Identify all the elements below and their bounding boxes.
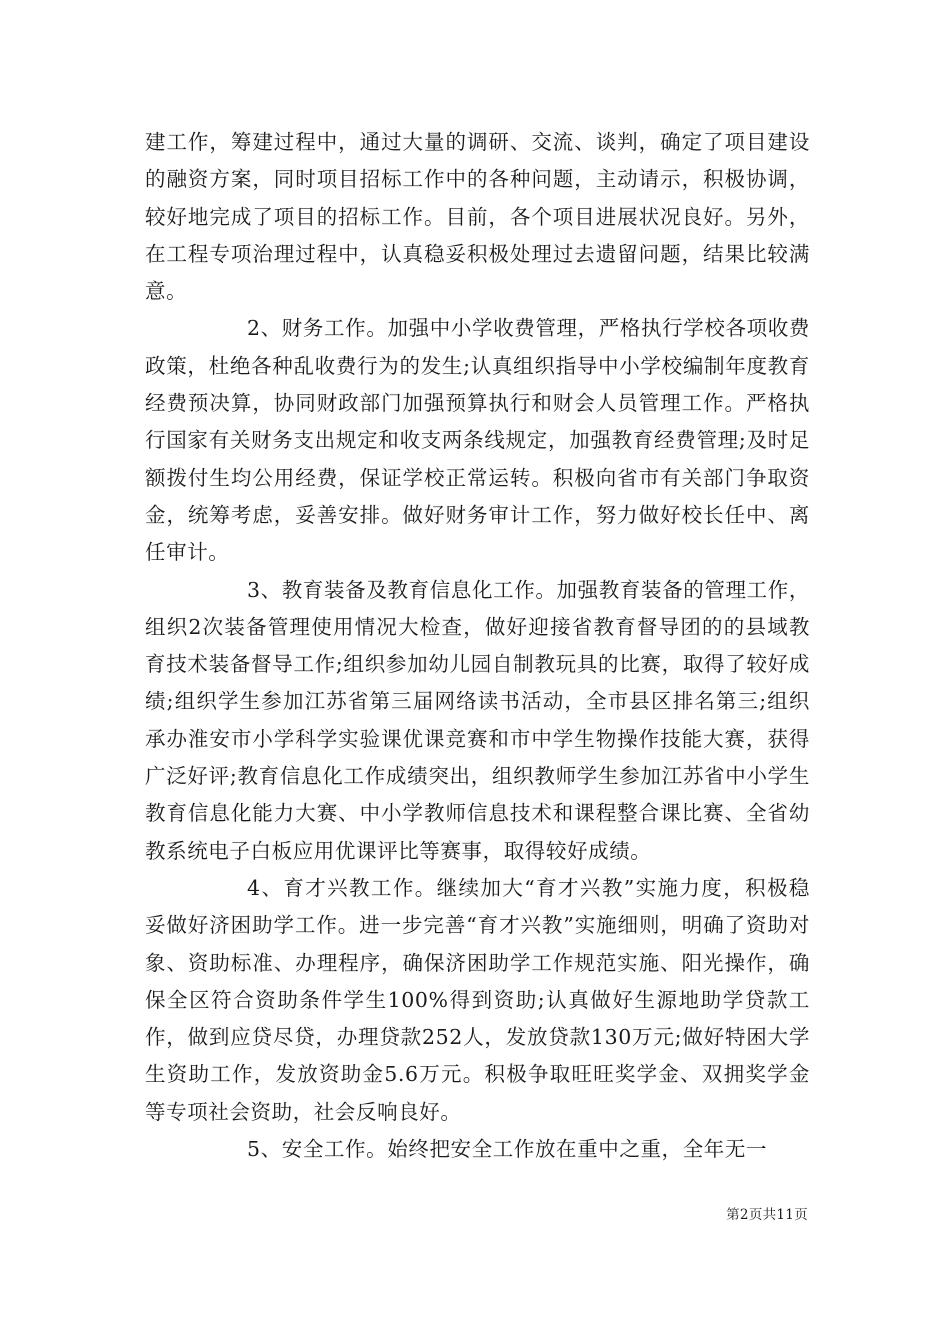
paragraph-finance-work: 2、财务工作。加强中小学收费管理，严格执行学校各项收费政策，杜绝各种乱收费行为的发生;认真组织指导中小学校编制年度教育经费预决算，协同财政部门加强预算执行和财会人员管理工作。严格执行国家有关财务支出规定和收支两条线规定，加强教育经费管理;及时足额拨付生均公用经费，保证学校正常运转。积极向省市有关部门争取资金，统筹考虑，妥善安排。做好财务审计工作，努力做好校长任中、离任审计。 [145, 316, 810, 565]
page-number-footer: 第2页共11页 [726, 1207, 808, 1223]
paragraph-talent-education: 4、育才兴教工作。继续加大“育才兴教”实施力度，积极稳妥做好济困助学工作。进一步完善“育才兴教”实施细则，明确了资助对象、资助标准、办理程序，确保济困助学工作规范实施、阳光操作，确保全区符合资助条件学生100%得到资助;认真做好生源地助学贷款工作，做到应贷尽贷，办理贷款252人，发放贷款130万元;做好特困大学生资助工作，发放资助金5.6万元。积极争取旺旺奖学金、双拥奖学金等专项社会资助，社会反响良好。 [145, 875, 810, 1124]
paragraph-equipment-informatization: 3、教育装备及教育信息化工作。加强教育装备的管理工作，组织2次装备管理使用情况大检查，做好迎接省教育督导团的的县域教育技术装备督导工作;组织参加幼儿园自制教玩具的比赛，取得了较好成绩;组织学生参加江苏省第三届网络读书活动，全市县区排名第三;组织承办淮安市小学科学实验课优课竞赛和市中学生物操作技能大赛，获得广泛好评;教育信息化工作成绩突出，组织教师学生参加江苏省中小学生教育信息化能力大赛、中小学教师信息技术和课程整合课比赛、全省幼教系统电子白板应用优课评比等赛事，取得较好成绩。 [145, 577, 810, 863]
paragraph-safety-work: 5、安全工作。始终把安全工作放在重中之重，全年无一 [247, 1137, 768, 1162]
document-body [145, 124, 810, 1168]
paragraph-project-construction: 建工作，筹建过程中，通过大量的调研、交流、谈判，确定了项目建设的融资方案，同时项目招标工作中的各种问题，主动请示，积极协调，较好地完成了项目的招标工作。目前，各个项目进展状况良好。另外，在工程专项治理过程中，认真稳妥积极处理过去遗留问题，结果比较满意。 [145, 130, 810, 304]
